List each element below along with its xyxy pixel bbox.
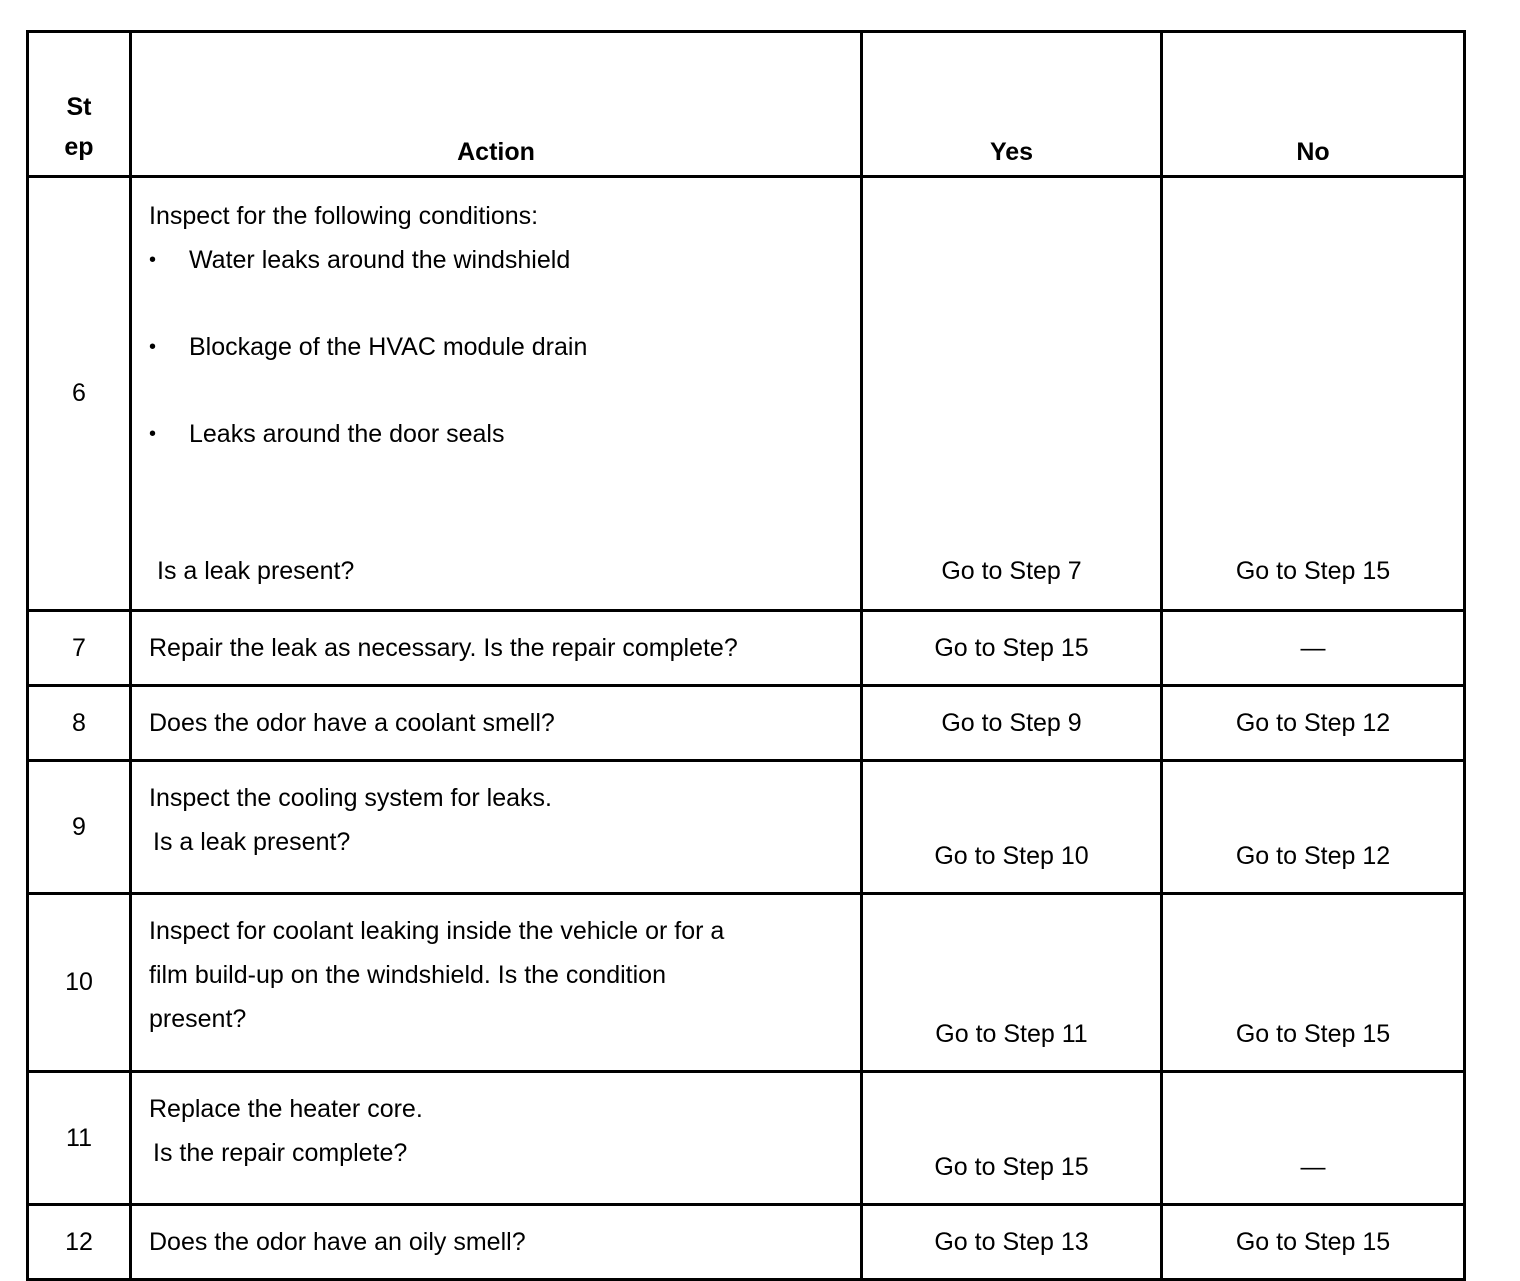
action-intro: Inspect for the following conditions:	[149, 202, 539, 230]
no-cell	[1162, 894, 1465, 1072]
no-result: Go to Step 15	[1235, 1020, 1391, 1048]
no-result: Go to Step 12	[1235, 842, 1391, 870]
step-number: 10	[28, 894, 131, 1072]
action-cell	[131, 761, 862, 894]
no-result: Go to Step 15	[1235, 1228, 1391, 1256]
yes-result: Go to Step 11	[935, 1020, 1088, 1048]
step-number: 7	[28, 611, 131, 686]
table-row	[28, 1205, 1465, 1280]
action-text: Repair the leak as necessary. Is the repair complete?	[131, 611, 862, 686]
action-line: film build-up on the windshield. Is the condition	[149, 961, 666, 989]
action-question: Is the repair complete?	[153, 1139, 408, 1167]
table-row	[28, 686, 1465, 761]
action-cell	[131, 894, 862, 1072]
header-action-label: Action	[457, 138, 535, 166]
no-cell	[1162, 611, 1465, 686]
yes-cell	[862, 894, 1162, 1072]
action-question: Is a leak present?	[157, 557, 355, 585]
no-cell	[1162, 761, 1465, 894]
action-line: Inspect for coolant leaking inside the vehicle or for a	[149, 917, 725, 945]
yes-result: Go to Step 10	[934, 842, 1089, 870]
yes-cell	[862, 611, 1162, 686]
step-number: 12	[28, 1205, 131, 1280]
action-line: present?	[149, 1005, 247, 1033]
no-cell	[1162, 1072, 1465, 1205]
no-result: —	[1300, 1153, 1326, 1181]
table-row	[28, 1072, 1465, 1205]
yes-cell	[862, 1205, 1162, 1280]
step-number: 8	[28, 686, 131, 761]
action-line: Replace the heater core.	[149, 1095, 423, 1123]
no-cell	[1162, 1205, 1465, 1280]
yes-result: Go to Step 7	[941, 557, 1082, 585]
yes-result: Go to Step 9	[941, 709, 1082, 737]
yes-result: Go to Step 15	[934, 634, 1089, 662]
table-row	[28, 761, 1465, 894]
step-number: 11	[28, 1072, 131, 1205]
bullet-item	[149, 238, 850, 282]
table-row	[28, 177, 1465, 611]
header-step	[28, 32, 131, 177]
header-no-label: No	[1296, 138, 1330, 166]
bullet-text: Blockage of the HVAC module drain	[189, 333, 588, 361]
bullet-icon: •	[149, 336, 157, 358]
diagnostic-table	[26, 30, 1466, 1281]
action-cell	[131, 1072, 862, 1205]
table-row	[28, 611, 1465, 686]
no-result: —	[1300, 634, 1326, 662]
yes-cell	[862, 686, 1162, 761]
table-header-row	[28, 32, 1465, 177]
header-step-line1: St	[66, 93, 92, 121]
no-cell	[1162, 686, 1465, 761]
bullet-text: Leaks around the door seals	[189, 420, 505, 448]
header-yes	[862, 32, 1162, 177]
step-number: 9	[28, 761, 131, 894]
yes-result: Go to Step 15	[934, 1153, 1089, 1181]
yes-cell	[862, 1072, 1162, 1205]
bullet-text: Water leaks around the windshield	[189, 246, 571, 274]
header-yes-label: Yes	[989, 138, 1034, 166]
bullet-icon: •	[149, 423, 157, 445]
action-question: Is a leak present?	[153, 828, 351, 856]
bullet-item	[149, 325, 850, 369]
header-step-line2: ep	[64, 133, 94, 161]
step-number: 6	[28, 177, 131, 611]
bullet-icon: •	[149, 249, 157, 271]
bullet-item	[149, 412, 850, 456]
action-text: Does the odor have an oily smell?	[131, 1205, 862, 1280]
action-line: Inspect the cooling system for leaks.	[149, 784, 552, 812]
yes-result: Go to Step 13	[934, 1228, 1089, 1256]
header-action	[131, 32, 862, 177]
no-cell	[1162, 177, 1465, 611]
action-text: Does the odor have a coolant smell?	[131, 686, 862, 761]
action-cell	[131, 177, 862, 611]
no-result: Go to Step 12	[1235, 709, 1391, 737]
yes-cell	[862, 177, 1162, 611]
header-no	[1162, 32, 1465, 177]
yes-cell	[862, 761, 1162, 894]
table-row	[28, 894, 1465, 1072]
no-result: Go to Step 15	[1235, 557, 1391, 585]
